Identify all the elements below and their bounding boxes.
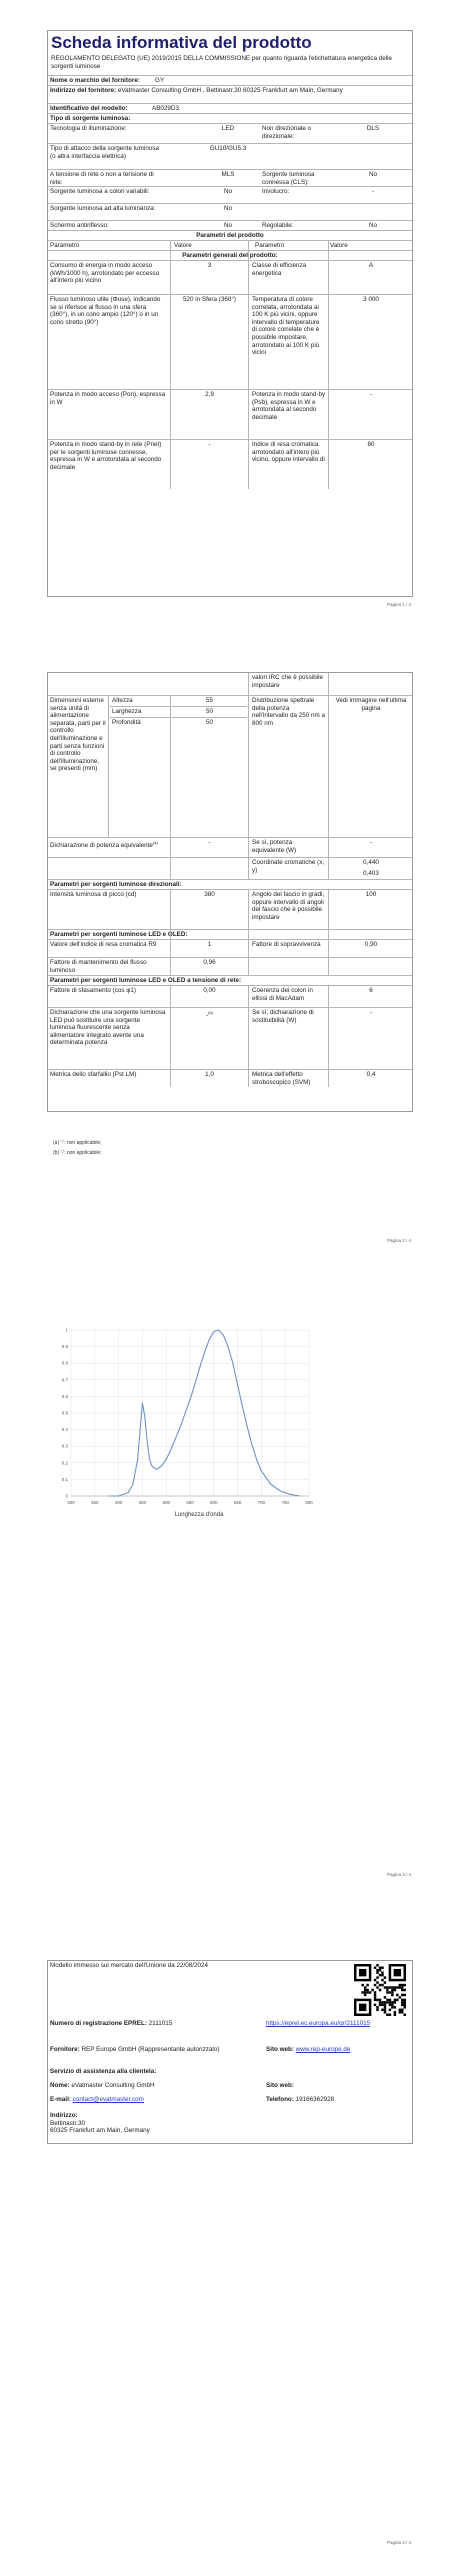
supplier-address-value: eVatmaster Consulting GmbH , Bettinastr.30 60325 Frankfurt am Main, Germany xyxy=(117,87,343,94)
page-number: Pagina 4 / 4 xyxy=(386,2540,411,2545)
address-label: Indirizzo: xyxy=(50,2112,78,2119)
mains-label: A tensione di rete o non a tensione di rete: xyxy=(50,171,154,186)
supplier-value: REP Europe GmbH (Rappresentante autorizzato) xyxy=(81,2046,220,2053)
colour-tunable-label: Sorgente luminosa a colori variabili: xyxy=(50,188,150,195)
cri-label: Indice di resa cromatica arrotondato all'intero più vicino, oppure intervallo di xyxy=(252,441,325,464)
technology-label: Tecnologia di illuminazione: xyxy=(50,125,127,132)
row-colour xyxy=(48,186,412,203)
website-link[interactable]: www.rep-europe.de xyxy=(295,2046,351,2053)
y-tick-label: 0.5 xyxy=(61,1410,68,1416)
product-sheet-table-1 xyxy=(47,30,413,597)
page-1 xyxy=(0,0,461,620)
website-label: Sito web: xyxy=(266,2046,294,2053)
high-luminance-label: Sorgente luminosa ad alta luminanza: xyxy=(50,205,156,212)
row-model-id xyxy=(48,103,412,113)
stroboscopic-value: 0,4 xyxy=(366,1071,376,1078)
chromaticity-x: 0,440 xyxy=(363,859,379,866)
survival-label: Fattore di sopravvivenza xyxy=(252,941,321,948)
row-mains xyxy=(48,169,412,186)
row-networked-standby xyxy=(48,439,412,489)
row-supplier xyxy=(48,2045,412,2067)
cri-value: 80 xyxy=(367,441,375,448)
equivalent-power-value: - xyxy=(208,839,211,846)
high-luminance-value: No xyxy=(223,205,233,212)
row-equivalent-power xyxy=(48,837,412,857)
row-anti-glare xyxy=(48,220,412,230)
x-tick-label: 550 xyxy=(186,1500,194,1505)
model-id-value: AB029D3 xyxy=(152,105,179,112)
dimensions-label: Dimensioni esterne senza unità di alimentazione separata, parti per il controllo dell'illuminazione e parti senza funzioni di controllo dell'illuminazione, se presenti (mm) xyxy=(50,697,106,773)
row-supplier-name xyxy=(48,75,412,85)
supplier-label: Fornitore: xyxy=(50,2046,80,2053)
x-tick-label: 700 xyxy=(257,1500,266,1505)
phone-label: Telefono: xyxy=(266,2096,294,2103)
page-4 xyxy=(0,1920,461,2560)
contact-table xyxy=(47,1960,413,2144)
cls-value: No xyxy=(368,171,378,178)
x-tick-label: 300 xyxy=(67,1500,75,1505)
y-tick-label: 0.9 xyxy=(61,1344,68,1350)
colour-tunable-value: No xyxy=(223,188,233,195)
y-tick-label: 0 xyxy=(65,1493,68,1499)
replacement-w-value: - xyxy=(369,1009,373,1016)
qr-code xyxy=(354,1964,406,2016)
replacement-w-label: Se sì, dichiarazione di sostituibilità (W) xyxy=(252,1009,314,1024)
eprel-link[interactable]: https://eprel.ec.europa.eu/qr/2111015 xyxy=(266,2020,371,2027)
x-tick-label: 650 xyxy=(233,1500,242,1505)
height-label: Altezza xyxy=(110,696,170,707)
col-value-2: Valore xyxy=(330,242,348,249)
macadam-value: 6 xyxy=(369,987,373,994)
displacement-factor-value: 0,00 xyxy=(203,987,216,994)
anti-glare-label: Schermo antiriflesso: xyxy=(50,222,109,229)
row-r9 xyxy=(48,939,412,957)
service-website-label: Sito web: xyxy=(266,2082,294,2089)
equivalent-w-value: - xyxy=(369,839,373,846)
cct-value: 3 000 xyxy=(363,296,379,303)
equivalent-w-label: Se sì, potenza equivalente (W) xyxy=(252,839,297,854)
row-service-email xyxy=(48,2095,412,2107)
x-axis-label: Lunghezza d'onda xyxy=(174,1512,224,1518)
spectral-label: Distribuzione spettrale della potenza nell'intervallo da 250 nm a 800 nm xyxy=(252,697,325,727)
energy-class-label: Classe di efficienza energetica xyxy=(252,262,307,277)
equivalent-power-label: Dichiarazione di potenza equivalente xyxy=(50,842,153,850)
mains-led-header: Parametri per sorgenti luminose LED e OLED a tensione di rete: xyxy=(50,977,242,984)
row-energy xyxy=(48,260,412,294)
spectral-value: Vedi immagine nell'ultima pagina xyxy=(335,697,407,712)
supplier-name-label: Nome o marchio del fornitore: xyxy=(50,77,140,84)
footnote-ref-b: (b) xyxy=(208,1010,213,1015)
energy-class-value: A xyxy=(368,262,374,269)
flicker-label: Metrica dello sfarfallio (Pst LM) xyxy=(50,1071,137,1078)
page-number: Pagina 1 / 4 xyxy=(386,602,411,607)
email-link[interactable]: contact@evatmaster.com xyxy=(72,2096,144,2103)
peak-intensity-label: Intensità luminosa di picco (cd) xyxy=(50,891,137,898)
row-high-luminance xyxy=(48,203,412,220)
row-service-header xyxy=(48,2067,412,2079)
page-2 xyxy=(0,640,461,1260)
height-value: 55 xyxy=(172,696,247,707)
product-sheet-table-2 xyxy=(47,672,413,1112)
light-type-header: Tipo di sorgente luminosa: xyxy=(50,115,131,122)
envelope-value: - xyxy=(371,188,375,195)
row-column-headers xyxy=(48,240,412,250)
fluorescent-value: - xyxy=(206,1012,209,1020)
r9-value: 1 xyxy=(207,941,212,948)
envelope-label: Involucro: xyxy=(262,188,290,195)
standby-power-value: - xyxy=(369,391,373,398)
row-supplier-address xyxy=(48,85,412,103)
lumen-maintenance-label: Fattore di mantenimento del flusso luminoso xyxy=(50,959,147,974)
row-flux xyxy=(48,294,412,389)
cap-type-label: Tipo di attacco della sorgente luminosa (o altra interfaccia elettrica) xyxy=(50,145,159,160)
r9-label: Valore dell'indice di resa cromatica R9 xyxy=(50,941,157,948)
cap-type-value: GU10/GU5.3 xyxy=(209,145,247,152)
col-value-1: Valore xyxy=(174,242,192,249)
row-displacement xyxy=(48,985,412,1007)
directional-header: Parametri per sorgenti luminose direzionali: xyxy=(50,881,182,888)
y-tick-label: 0.2 xyxy=(61,1460,68,1466)
footnote-b: (b) '-': non applicabile; xyxy=(53,1150,102,1156)
x-tick-label: 750 xyxy=(281,1500,289,1505)
led-oled-header: Parametri per sorgenti luminose LED e OLED: xyxy=(50,931,188,938)
row-cri-cont xyxy=(48,673,412,695)
row-service-name xyxy=(48,2081,412,2093)
flux-value: 520 in Sfera (360°) xyxy=(183,296,236,303)
networked-standby-label: Potenza in modo stand-by in rete (Pnet) per le sorgenti luminose connesse, espressa in W e arrotondata al secondo decimale xyxy=(50,441,162,471)
market-date-text: Modello immesso sul mercato dell'Unione da 22/08/2024 xyxy=(50,1962,209,1969)
x-tick-label: 450 xyxy=(138,1500,147,1505)
page-title: Scheda informativa del prodotto xyxy=(51,33,312,52)
cct-label: Temperatura di colore correlata, arrotondata ai 100 K più vicini, oppure intervallo di temperature di colore correlate che è possibile impostare, arrotondato ai 100 K più vicini xyxy=(252,296,320,357)
col-param-1: Parametro xyxy=(50,242,80,249)
flicker-value: 1,0 xyxy=(205,1071,214,1078)
cri-continued: valori IRC che è possibile impostare xyxy=(252,674,324,689)
address-line-1: Bettinastr.30 xyxy=(50,2119,86,2127)
mains-value: MLS xyxy=(221,171,235,178)
directional-value: DLS xyxy=(366,125,380,132)
eprel-label: Numero di registrazione EPREL: xyxy=(50,2020,147,2027)
row-cap-type xyxy=(48,143,412,169)
cls-label: Sorgente luminosa connessa (CLS): xyxy=(262,171,315,186)
chromaticity-y: 0,403 xyxy=(363,870,379,877)
row-general-header xyxy=(48,250,412,260)
service-name-label: Nome: xyxy=(50,2082,70,2089)
y-tick-label: 0.8 xyxy=(61,1360,68,1366)
displacement-factor-label: Fattore di sfasamento (cos φ1) xyxy=(50,987,136,994)
survival-value: 0,90 xyxy=(364,941,378,948)
x-tick-label: 800 xyxy=(305,1500,313,1505)
dimmable-value: No xyxy=(368,222,378,229)
fluorescent-label: Dichiarazione che una sorgente luminosa LED può sostituire una sorgente luminosa fluorescente senza alimentatore integrato avente una determinata potenza xyxy=(50,1009,166,1047)
service-name-value: eVatmaster Consulting GmbH xyxy=(71,2082,155,2089)
row-dimensions xyxy=(48,695,412,837)
footnote-a: (a) '-': non applicabile; xyxy=(53,1140,102,1146)
lumen-maintenance-value: 0,96 xyxy=(203,959,216,966)
row-power xyxy=(48,389,412,439)
anti-glare-value: No xyxy=(223,222,233,229)
width-value: 50 xyxy=(172,707,247,718)
page-number: Pagina 3 / 4 xyxy=(386,1872,411,1877)
y-tick-label: 0.7 xyxy=(61,1377,68,1383)
beam-angle-value: 100 xyxy=(365,891,377,898)
col-param-2: Parametro xyxy=(255,242,285,249)
y-tick-label: 0.1 xyxy=(61,1476,68,1482)
directional-label: Non direzionale o direzionale: xyxy=(262,125,312,140)
width-label: Larghezza xyxy=(110,707,170,718)
peak-intensity-value: 380 xyxy=(204,891,215,898)
row-fluorescent-replacement xyxy=(48,1007,412,1069)
supplier-name-value: GY xyxy=(155,77,165,84)
row-technology xyxy=(48,123,412,143)
customer-service-header: Servizio di assistenza alla clientela: xyxy=(50,2068,157,2075)
energy-value: 3 xyxy=(207,262,212,269)
page-number: Pagina 2 / 4 xyxy=(386,1238,411,1243)
x-tick-label: 500 xyxy=(162,1500,170,1505)
flux-label: Flusso luminoso utile (Φuse), indicando se si riferisce al flusso in una sfera (360°), in un cono ampio (120°) o in un cono stretto (90°) xyxy=(50,296,161,326)
standby-power-label: Potenza in modo stand-by (Psb), espressa in W e arrotondata al secondo decimale xyxy=(252,391,326,421)
row-light-type-header xyxy=(48,113,412,123)
y-tick-label: 1 xyxy=(65,1327,68,1333)
macadam-label: Coerenza dei colori in ellissi di MacAdam xyxy=(252,987,313,1002)
regulation-text: REGOLAMENTO DELEGATO (UE) 2019/2015 DELLA COMMISSIONE per quanto riguarda l'etichettatura energetica delle sorgenti luminose xyxy=(51,55,393,70)
row-flicker xyxy=(48,1069,412,1087)
row-chromaticity xyxy=(48,857,412,879)
stroboscopic-label: Metrica dell'effetto stroboscopico (SVM) xyxy=(252,1071,311,1086)
energy-label: Consumo di energia in modo acceso (kWh/1000 h), arrotondato per eccesso all'intero più vicino xyxy=(50,262,160,285)
depth-label: Profondità xyxy=(112,719,141,726)
dimmable-label: Regolabile: xyxy=(262,222,294,229)
model-id-label: Identificativo del modello: xyxy=(50,105,128,112)
supplier-address-label: Indirizzo del fornitore: xyxy=(50,87,117,94)
general-params-header: Parametri generali del prodotto: xyxy=(182,252,278,259)
row-led-header xyxy=(48,929,412,939)
x-tick-label: 600 xyxy=(210,1500,218,1505)
eprel-value: 2111015 xyxy=(148,2020,173,2027)
chromaticity-label: Coordinate cromatiche (x, y) xyxy=(252,859,325,874)
on-mode-power-value: 2,9 xyxy=(205,391,214,398)
row-lumen-maintenance xyxy=(48,957,412,975)
row-peak-intensity xyxy=(48,889,412,929)
y-tick-label: 0.3 xyxy=(61,1443,68,1449)
y-tick-label: 0.4 xyxy=(61,1427,68,1433)
row-eprel xyxy=(48,2019,412,2045)
spectral-distribution-chart xyxy=(49,1318,317,1518)
row-mains-header xyxy=(48,975,412,985)
address-line-2: 60325 Frankfurt am Main, Germany xyxy=(50,2127,150,2135)
params-header: Parametri del prodotto xyxy=(196,232,264,239)
x-tick-label: 350 xyxy=(91,1500,99,1505)
row-directional-header xyxy=(48,879,412,889)
email-label: E-mail: xyxy=(50,2096,71,2103)
y-tick-label: 0.6 xyxy=(61,1393,68,1399)
beam-angle-label: Angolo del fascio in gradi, oppure intervallo di angoli del fascio che è possibile impostare xyxy=(252,891,325,921)
x-tick-label: 400 xyxy=(114,1500,123,1505)
row-address xyxy=(48,2111,412,2143)
row-params-header xyxy=(48,230,412,240)
technology-value: LED xyxy=(221,125,235,132)
phone-value: 19166362928 xyxy=(295,2096,335,2103)
networked-standby-value: - xyxy=(208,441,211,448)
footnote-ref-a: (a) xyxy=(152,840,158,845)
on-mode-power-label: Potenza in modo acceso (Pon), espressa in W xyxy=(50,391,166,406)
depth-value: 50 xyxy=(205,719,213,726)
